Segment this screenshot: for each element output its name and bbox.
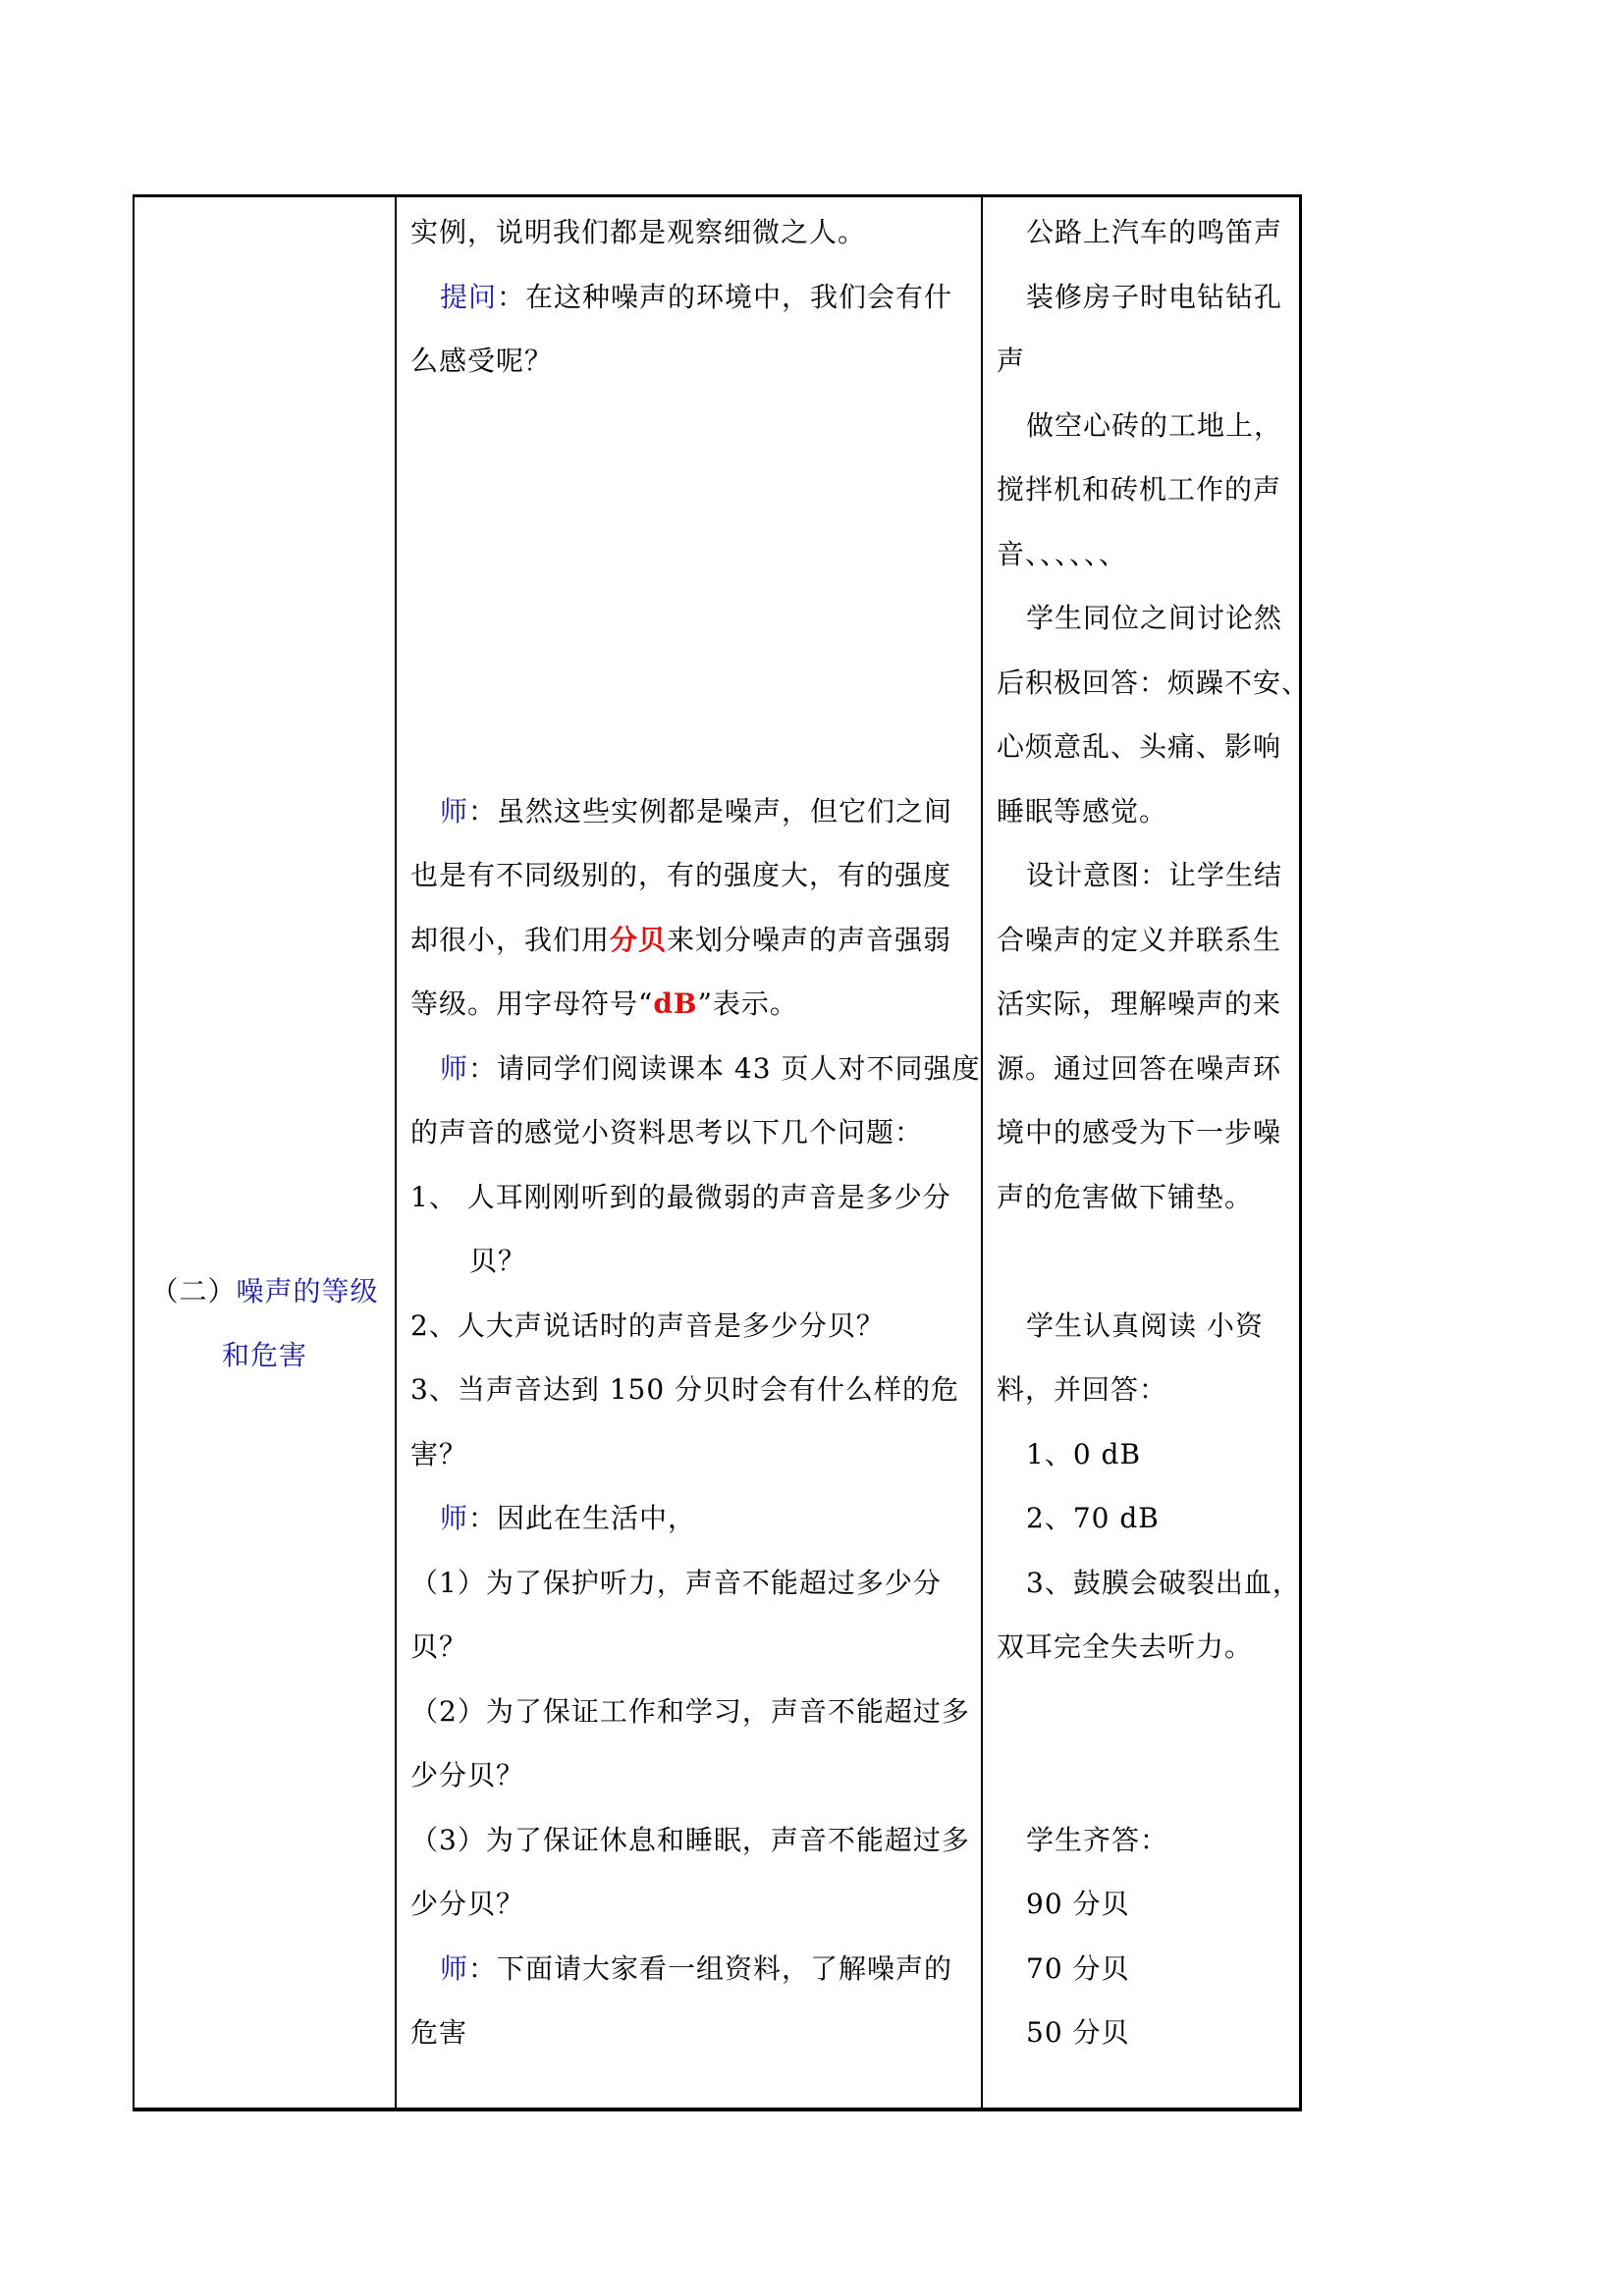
section-title: 噪声的等级 xyxy=(236,1275,379,1308)
student-line: 做空心砖的工地上， xyxy=(1026,408,1283,442)
teacher-line: 等级。用字母符号“dB”表示。 xyxy=(410,988,798,1020)
db-symbol-highlight: dB xyxy=(653,988,698,1020)
student-line: 后积极回答：烦躁不安、 xyxy=(997,666,1311,699)
design-intent-line: 声的危害做下铺垫。 xyxy=(997,1180,1254,1213)
answer-item: 2、70 dB xyxy=(1026,1502,1160,1534)
student-line: 公路上汽车的鸣笛声 xyxy=(1026,216,1283,248)
teacher-label: 师 xyxy=(440,1502,469,1534)
teacher-line: 么感受呢？ xyxy=(410,345,554,377)
teacher-line: 的声音的感觉小资料思考以下几个问题： xyxy=(410,1116,924,1148)
question-item: 1、 人耳刚刚听到的最微弱的声音是多少分 xyxy=(410,1180,951,1213)
student-line: 睡眠等感觉。 xyxy=(997,794,1168,828)
question-item: 2、人大声说话时的声音是多少分贝？ xyxy=(410,1308,885,1342)
teacher-line: 也是有不同级别的，有的强度大，有的强度 xyxy=(410,859,952,891)
answer-item: 3、鼓膜会破裂出血， xyxy=(1026,1566,1301,1599)
prompt-label: 提问 xyxy=(440,280,498,313)
answer-item-continued: 双耳完全失去听力。 xyxy=(997,1630,1254,1663)
answer-item: 1、0 dB xyxy=(1026,1437,1142,1470)
student-line: 料，并回答： xyxy=(997,1373,1168,1406)
teacher-line: 师：下面请大家看一组资料，了解噪声的 xyxy=(440,1951,953,1985)
sub-question: （1）为了保护听力，声音不能超过多少分 xyxy=(410,1566,942,1599)
answer-item: 50 分贝 xyxy=(1026,2016,1130,2049)
student-line: 装修房子时电钻钻孔 xyxy=(1026,280,1283,313)
sub-question: （3）为了保证休息和睡眠，声音不能超过多 xyxy=(410,1823,970,1856)
decibel-highlight: 分贝 xyxy=(610,923,668,956)
teacher-label: 师 xyxy=(440,1951,469,1985)
student-line: 心烦意乱、头痛、影响 xyxy=(997,730,1282,763)
design-intent-line: 源。通过回答在噪声环 xyxy=(997,1051,1282,1085)
section-title-line1 xyxy=(135,1259,395,1324)
teacher-line: 师：请同学们阅读课本 43 页人对不同强度 xyxy=(440,1051,981,1085)
lesson-plan-table xyxy=(133,194,1311,2111)
sub-question-continued: 贝？ xyxy=(410,1630,468,1663)
teacher-line: 师：因此在生活中， xyxy=(440,1502,697,1534)
teacher-line: 实例，说明我们都是观察细微之人。 xyxy=(410,216,867,248)
answer-item: 70 分贝 xyxy=(1026,1951,1130,1985)
student-line: 音、、、、、、 xyxy=(997,537,1128,570)
teacher-label: 师 xyxy=(440,1051,469,1085)
teacher-label: 师 xyxy=(440,794,469,828)
teacher-line: 师：虽然这些实例都是噪声，但它们之间 xyxy=(440,794,953,828)
teacher-line: 危害 xyxy=(410,2016,468,2049)
question-item-continued: 贝？ xyxy=(469,1245,527,1277)
answer-item: 90 分贝 xyxy=(1026,1888,1130,1920)
design-intent-line: 境中的感受为下一步噪 xyxy=(997,1116,1282,1148)
teacher-activity-column xyxy=(410,197,981,2108)
section-title-line2: 和危害 xyxy=(221,1339,307,1371)
section-column xyxy=(135,197,395,2108)
student-line: 学生齐答： xyxy=(1026,1823,1169,1856)
student-activity-column xyxy=(997,197,1311,2108)
student-line: 声 xyxy=(997,345,1026,377)
student-line: 搅拌机和砖机工作的声 xyxy=(997,473,1282,506)
teacher-line: 提问：在这种噪声的环境中，我们会有什 xyxy=(440,280,953,313)
column-divider-2 xyxy=(981,197,983,2108)
question-item-continued: 害？ xyxy=(410,1437,468,1470)
teacher-line: 却很小，我们用分贝来划分噪声的声音强弱 xyxy=(410,923,952,956)
sub-question-continued: 少分贝？ xyxy=(410,1888,525,1920)
column-divider-1 xyxy=(395,197,397,2108)
design-intent-line: 设计意图：让学生结 xyxy=(1026,859,1283,891)
section-prefix: （二） xyxy=(150,1275,237,1308)
student-line: 学生认真阅读 小资 xyxy=(1026,1308,1264,1342)
sub-question-continued: 少分贝？ xyxy=(410,1759,525,1791)
student-line: 学生同位之间讨论然 xyxy=(1026,602,1283,634)
design-intent-line: 合噪声的定义并联系生 xyxy=(997,923,1282,956)
question-item: 3、当声音达到 150 分贝时会有什么样的危 xyxy=(410,1373,960,1406)
sub-question: （2）为了保证工作和学习，声音不能超过多 xyxy=(410,1694,970,1728)
design-intent-line: 活实际，理解噪声的来 xyxy=(997,988,1282,1020)
